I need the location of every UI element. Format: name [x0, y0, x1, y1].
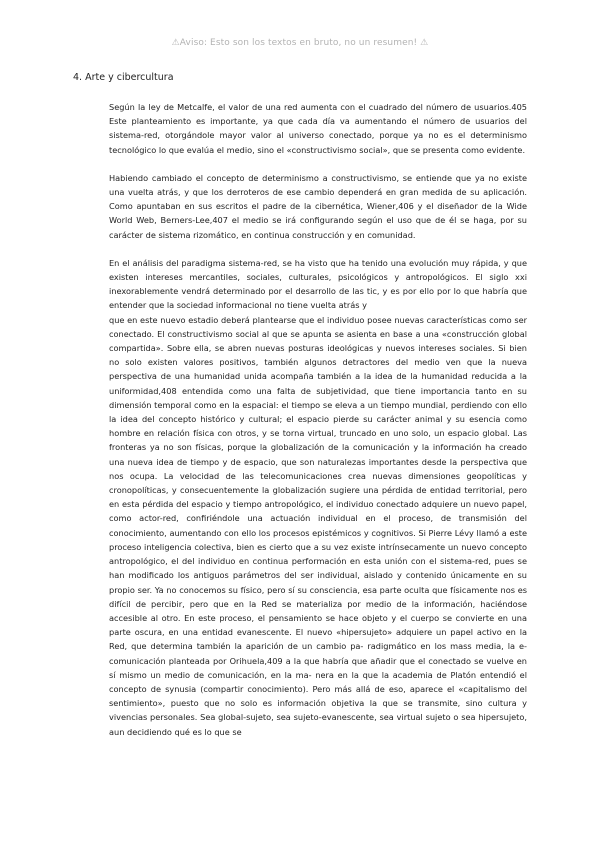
paragraph-3: En el análisis del paradigma sistema-red, se ha visto que ha tenido una evolución muy rápida, y que existen intereses mercantiles, sociales, culturales, psicológicos y antropológicos. El siglo xxi inexorablemente vendrá determinado por el desarrollo de las tic, y es por ello por lo que habría que entender que la sociedad informacional no tiene vuelta atrás y	[109, 257, 527, 311]
raw-text-warning: ⚠Aviso: Esto son los textos en bruto, no un resumen! ⚠	[171, 38, 429, 48]
paragraph-1: Según la ley de Metcalfe, el valor de una red aumenta con el cuadrado del número de usuarios.405 Este planteamiento es importante, ya que cada día va aumentando el número de usuarios del sistema-red, otorgándole mayor valor al universo conectado, porque ya no es el determinismo tecnológico lo que evalúa el medio, sino el «constructivismo social», que se presenta como evidente.	[109, 102, 527, 155]
section-heading: 4. Arte y cibercultura	[73, 72, 174, 83]
document-body	[109, 100, 527, 753]
paragraph-2: Habiendo cambiado el concepto de determinismo a constructivismo, se entiende que ya no existe una vuelta atrás, y que los derroteros de ese cambio dependerá en gran medida de su aplicación. Como apuntaban en sus escritos el padre de la cibernética, Wiener,406 y el diseñador de la Wide World Web, Berners-Lee,407 el medio se irá configurando según el uso que de él se haga, por su carácter de sistema rizomático, en continua construcción y en comunidad.	[109, 172, 527, 240]
paragraph-4: que en este nuevo estadio deberá plantearse que el individuo posee nuevas características como ser conectado. El constructivismo social al que se apunta se asienta en base a una «construcción global compartida». Sobre ella, se abren nuevas posturas ideológicas y nuevos intereses sociales. Si bien no solo existen valores positivos, también algunos detractores del medio ven que la nueva perspectiva de una humanidad unida acompaña también a la idea de la humanidad reducida a la uniformidad,408 entendida como una falta de subjetividad, que tiene importancia tanto en su dimensión temporal como en la espacial: el tiempo se eleva a un tiempo mundial, perdiendo con ello la idea del concepto histórico y cultural; el espacio pierde su carácter animal y su esencia como hombre en relación física con otros, y se torna virtual, truncado en uno solo, un espacio global. Las fronteras ya no son físicas, porque la globalización de la comunicación y la información ha creado una nueva idea de tiempo y de espacio, que son naturalezas importantes desde la perspectiva que nos ocupa. La velocidad de las telecomunicaciones crea nuevas dimensiones geopolíticas y cronopolíticas, y consecuentemente la globalización sugiere una pérdida de entidad territorial, pero en esta pérdida del espacio y tiempo antropológico, el individuo conectado adquiere un nuevo papel, como actor-red, confiriéndole una actuación individual en el proceso, de transmisión del conocimiento, aumentando con ello los procesos epistémicos y cognitivos. Si Pierre Lévy llamó a este proceso inteligencia colectiva, bien es cierto que a su vez existe intrínsecamente un nuevo concepto antropológico, el del individuo en continua performación en esta unión con el sistema-red, pues se han modificado los antiguos parámetros del ser individual, aislado y contenido únicamente en su propio ser. Ya no conocemos su físico, pero sí su consciencia, esa parte oculta que físicamente nos es difícil de percibir, pero que en la Red se materializa por medio de la información, haciéndose accesible al otro. En este proceso, el pensamiento se hace objeto y el cuerpo se convierte en una parte oscura, en una entidad evanescente. El nuevo «hipersujeto» adquiere un papel activo en la Red, que determina también la aparición de un cambio pa- radigmático en los mass media, la e-comunicación planteada por Orihuela,409 a la que habría que añadir que el conectado se vuelve en sí mismo un medio de comunicación, en la ma- nera en la que la academia de Platón entendió el concepto de synusia (compartir conocimiento). Pero más allá de eso, aparece el «capitalismo del sentimiento», puesto que no solo es información objetiva la que se transmite, sino cultura y vivencias personales. Sea global-sujeto, sea sujeto-evanescente, sea virtual sujeto o sea hipersujeto, aun decidiendo qué es lo que se	[109, 314, 527, 737]
